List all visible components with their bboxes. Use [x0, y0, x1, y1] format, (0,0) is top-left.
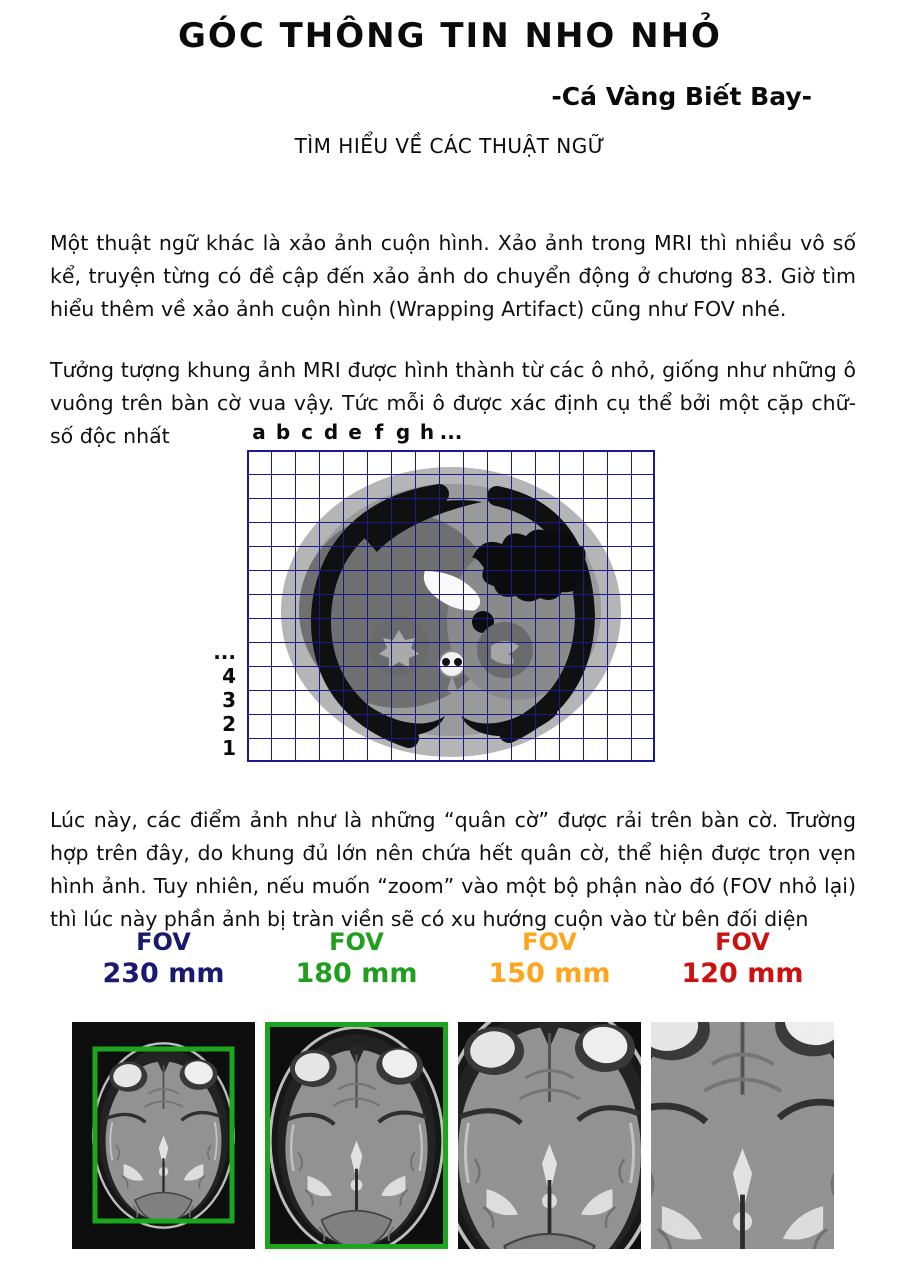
fov-column-150: [458, 928, 641, 990]
fov-label: FOV: [522, 928, 577, 956]
brain-mri-230-image: [72, 1022, 255, 1249]
grid-col-label: b: [275, 420, 291, 444]
fov-label-row: [72, 928, 834, 990]
grid-col-label: c: [301, 420, 313, 444]
fov-value: 120 mm: [681, 958, 804, 989]
brain-mri-150-image: [458, 1022, 641, 1249]
mri-image-row: [72, 1022, 834, 1249]
fov-label: FOV: [715, 928, 770, 956]
grid-row-label: 4: [222, 664, 236, 688]
section-heading: TÌM HIỂU VỀ CÁC THUẬT NGỮ: [294, 134, 606, 158]
grid-row-label: ...: [213, 640, 236, 664]
grid-column-labels: [247, 420, 677, 444]
abdomen-grid-figure: [247, 450, 655, 762]
grid-row-label: 1: [222, 736, 236, 760]
paragraph-chessboard: Tưởng tượng khung ảnh MRI được hình thành từ các ô nhỏ, giống như những ô vuông trên bàn cờ vua vậy. Tức mỗi ô được xác định cụ thể bởi một cặp chữ-số độc nhất: [50, 357, 856, 448]
grid-col-label: g: [395, 420, 411, 444]
grid-col-label: h: [419, 420, 435, 444]
fov-column-230: [72, 928, 255, 990]
grid-col-label: f: [374, 420, 384, 444]
grid-col-label: ...: [439, 420, 463, 444]
grid-col-label: a: [252, 420, 266, 444]
fov-label: FOV: [136, 928, 191, 956]
paragraph-wrapping-artifact: Một thuật ngữ khác là xảo ảnh cuộn hình. Xảo ảnh trong MRI thì nhiều vô số kể, truyện từng có đề cập đến xảo ảnh do chuyển động ở chương 83. Giờ tìm hiểu thêm về xảo ảnh cuộn hình (Wrapping Artifact) cũng như FOV nhé.: [50, 230, 856, 321]
grid-col-label: e: [348, 420, 362, 444]
grid-row-label: 2: [222, 712, 236, 736]
grid-row-label: 3: [222, 688, 236, 712]
page-title: GÓC THÔNG TIN NHO NHỎ: [178, 16, 722, 56]
fov-value: 230 mm: [102, 958, 225, 989]
fov-label: FOV: [329, 928, 384, 956]
author-byline: -Cá Vàng Biết Bay-: [551, 82, 812, 111]
brain-mri-180-image: [265, 1022, 448, 1249]
brain-mri-120-image: [651, 1022, 834, 1249]
paragraph-fov-zoom: Lúc này, các điểm ảnh như là những “quân cờ” được rải trên bàn cờ. Trường hợp trên đây, do khung đủ lớn nên chứa hết quân cờ, thể hiện được trọn vẹn hình ảnh. Tuy nhiên, nếu muốn “zoom” vào một bộ phận nào đó (FOV nhỏ lại) thì lúc này phần ảnh bị tràn viền sẽ có xu hướng cuộn vào từ bên đối diện: [50, 807, 856, 931]
fov-value: 150 mm: [488, 958, 611, 989]
grid-col-label: d: [323, 420, 339, 444]
grid-row-labels: [200, 640, 240, 760]
fov-column-120: [651, 928, 834, 990]
fov-column-180: [265, 928, 448, 990]
fov-value: 180 mm: [295, 958, 418, 989]
